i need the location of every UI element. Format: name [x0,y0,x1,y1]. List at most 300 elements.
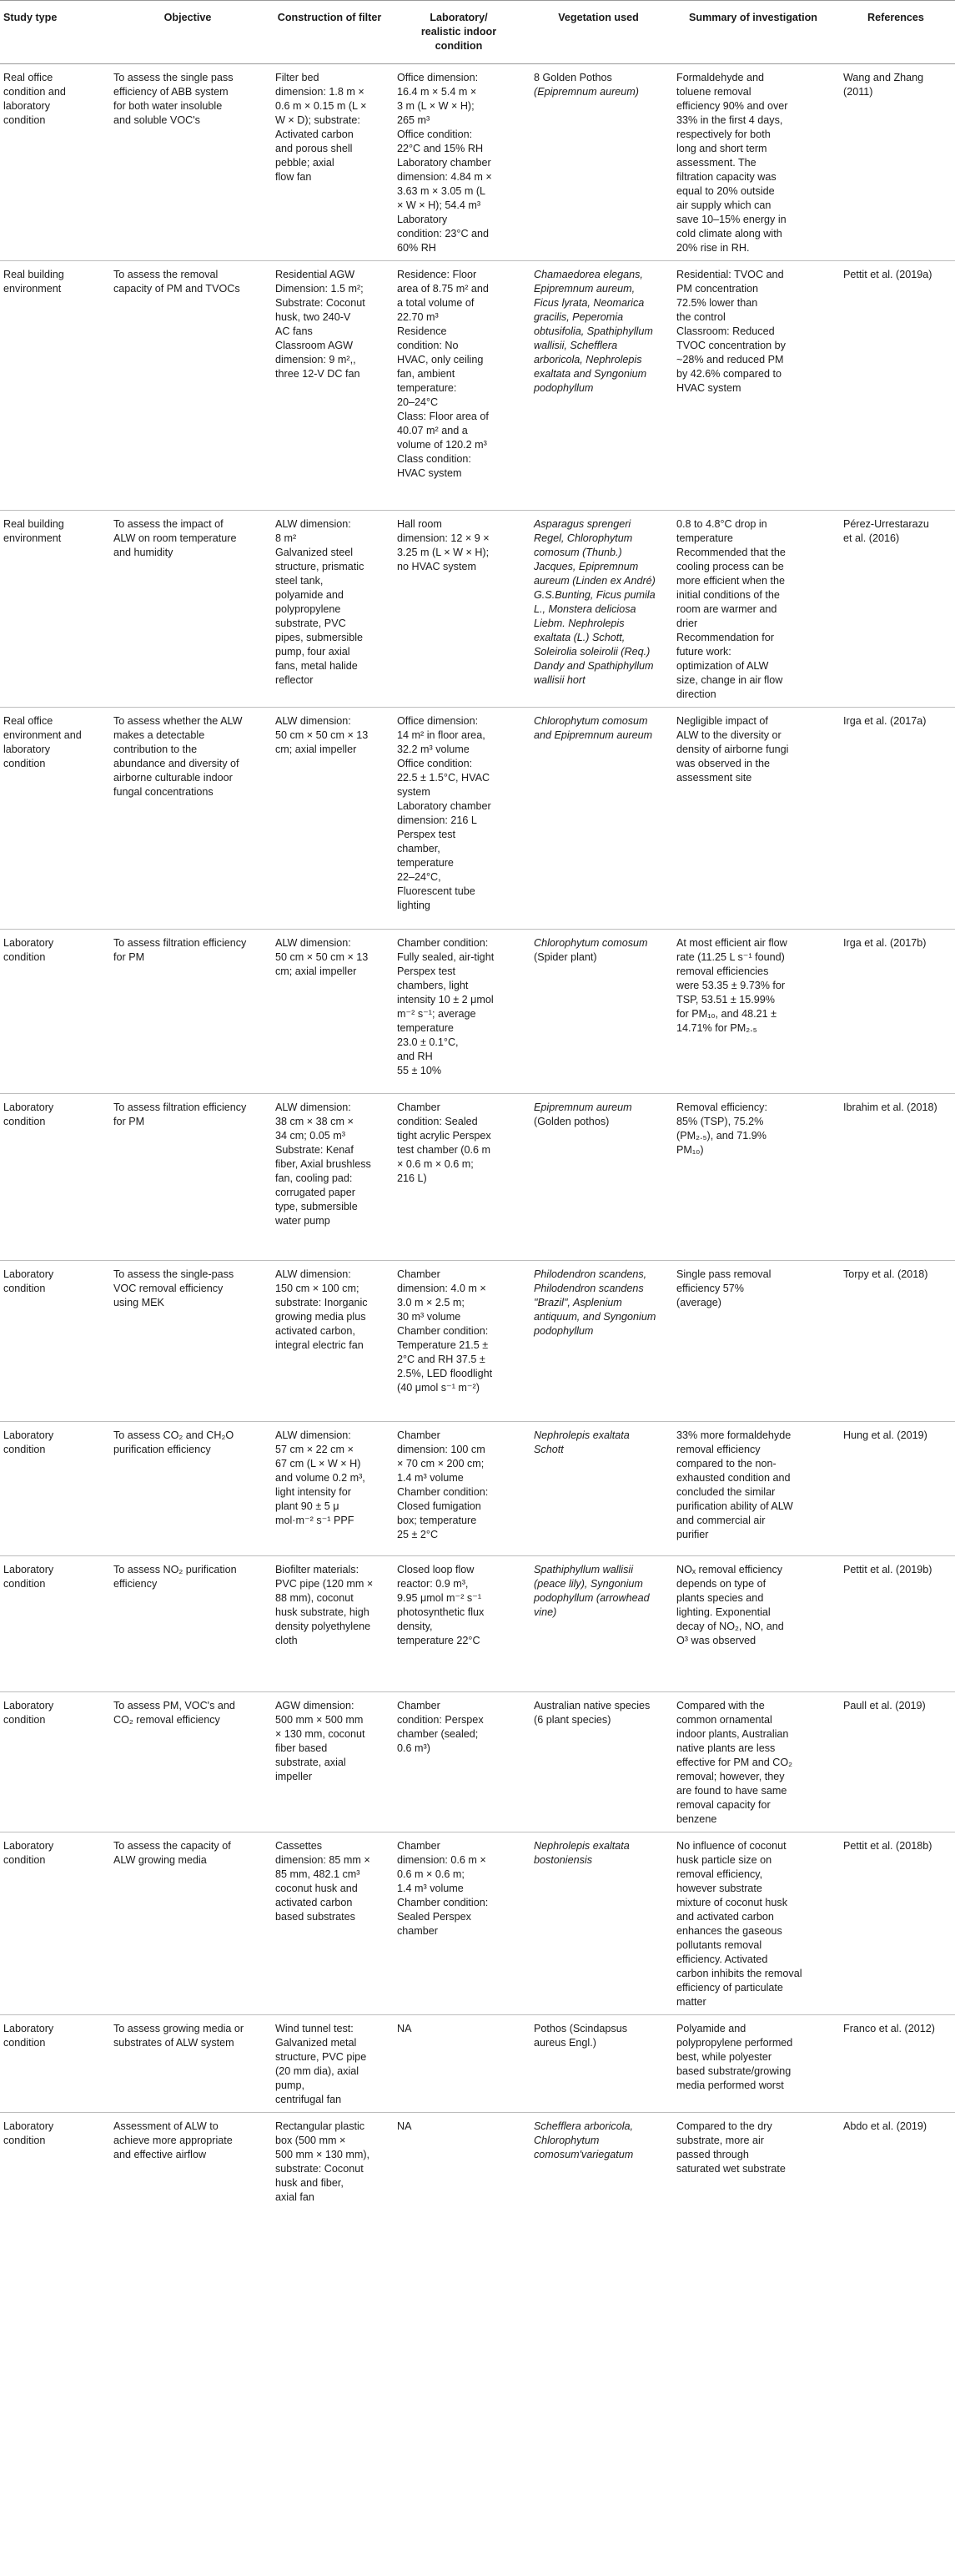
construction-line: fans, metal halide [275,660,358,672]
references-line: Abdo et al. (2019) [843,2120,927,2132]
objective-cell [107,1094,269,1261]
condition-line: Chamber [397,1429,440,1441]
summary-line: filtration capacity was [676,171,777,183]
construction-line: axial fan [275,2191,314,2203]
condition-line: box; temperature [397,1515,477,1526]
condition-line: (40 μmol s⁻¹ m⁻²) [397,1382,480,1394]
condition-line: Fully sealed, air-tight [397,951,495,963]
summary-line: and commercial air [676,1515,766,1526]
vegetation-line: Australian native species [534,1700,651,1711]
construction-line: 38 cm × 38 cm × [275,1116,354,1127]
summary-line: assessment. The [676,157,756,169]
vegetation-line: aureum (Linden ex André) [534,575,656,587]
summary-cell [670,64,837,261]
summary-line: efficiency 57% [676,1283,744,1294]
vegetation-cell [527,64,670,261]
summary-line: removal capacity for [676,1799,771,1811]
objective-line: ALW on room temperature [113,532,237,544]
header-condition [390,1,527,64]
summary-line: TSP, 53.51 ± 15.99% [676,994,776,1006]
condition-line: Chamber [397,1700,440,1711]
study-line: condition and [3,86,66,98]
vegetation-line: Asparagus sprengeri [534,518,631,530]
vegetation-line: Ficus lyrata, Neomarica [534,297,645,309]
summary-line: native plants are less [676,1742,776,1754]
study-line: condition [3,2135,46,2146]
construction-line: fan, cooling pad: [275,1172,353,1184]
summary-cell [670,1422,837,1556]
summary-line: compared to the non- [676,1458,777,1469]
study-line: Laboratory [3,937,54,949]
construction-line: Dimension: 1.5 m²; [275,283,364,295]
construction-line: 34 cm; 0.05 m³ [275,1130,345,1142]
construction-line: structure, prismatic [275,561,364,572]
construction-cell [269,930,390,1094]
condition-line: 2°C and RH 37.5 ± [397,1354,485,1365]
vegetation-line: Chamaedorea elegans, [534,269,643,280]
table-row [0,1832,955,2015]
header-condition-line: condition [435,40,483,52]
construction-line: Filter bed [275,72,319,83]
construction-cell [269,1261,390,1422]
condition-line: NA [397,2120,412,2132]
condition-line: 1.4 m³ volume [397,1883,464,1894]
summary-line: save 10–15% energy in [676,214,787,225]
summary-line: based substrate/growing [676,2065,792,2077]
objective-line: To assess NO₂ purification [113,1564,237,1575]
condition-line: test chamber (0.6 m [397,1144,490,1156]
vegetation-cell [527,930,670,1094]
summary-line: assessment site [676,772,752,784]
construction-line: 85 mm, 482.1 cm³ [275,1868,360,1880]
condition-line: lighting [397,900,430,911]
condition-line: Closed fumigation [397,1500,481,1512]
vegetation-line: L., Monstera deliciosa [534,603,636,615]
reference-cell [837,1832,955,2015]
summary-line: substrate, more air [676,2135,764,2146]
condition-line: Chamber [397,1840,440,1852]
summary-line: and activated carbon [676,1911,774,1923]
vegetation-line: bostoniensis [534,1854,593,1866]
summary-cell [670,1692,837,1832]
study-line: Laboratory [3,1101,54,1113]
summary-line: optimization of ALW [676,660,769,672]
study-line: condition [3,1116,46,1127]
condition-line: Perspex test [397,829,455,840]
condition-line: chamber [397,1925,438,1937]
construction-line: Rectangular plastic [275,2120,365,2132]
summary-line: ~28% and reduced PM [676,354,784,365]
references-line: Paull et al. (2019) [843,1700,926,1711]
summary-line: indoor plants, Australian [676,1728,789,1740]
references-line: Ibrahim et al. (2018) [843,1101,937,1113]
condition-line: 216 L) [397,1172,427,1184]
reference-cell [837,1261,955,1422]
condition-line: Hall room [397,518,442,530]
summary-line: depends on type of [676,1578,767,1590]
construction-cell [269,261,390,511]
vegetation-line: Pothos (Scindapsus [534,2023,628,2034]
summary-line: Compared with the [676,1700,765,1711]
study-line: Laboratory [3,1268,54,1280]
objective-line: To assess the single-pass [113,1268,234,1280]
vegetation-line: exaltata and Syngonium [534,368,647,380]
condition-cell [390,1422,527,1556]
summary-line: passed through [676,2149,749,2160]
construction-line: 150 cm × 100 cm; [275,1283,359,1294]
vegetation-line: podophyllum [534,1325,594,1337]
construction-line: 500 mm × 500 mm [275,1714,364,1726]
vegetation-line: Nephrolepis exaltata [534,1840,630,1852]
table-row [0,1261,955,1422]
objective-line: capacity of PM and TVOCs [113,283,240,295]
references-line: Pettit et al. (2018b) [843,1840,932,1852]
study-line: Laboratory [3,2023,54,2034]
objective-line: To assess whether the ALW [113,715,243,727]
table-row [0,261,955,511]
summary-line: At most efficient air flow [676,937,787,949]
condition-line: Residence: Floor [397,269,477,280]
table-row [0,2113,955,2211]
condition-line: Laboratory chamber [397,157,491,169]
condition-cell [390,1556,527,1692]
summary-line: removal; however, they [676,1771,785,1782]
construction-line: ALW dimension: [275,937,351,949]
condition-line: chambers, light [397,980,469,991]
construction-line: structure, PVC pipe [275,2051,367,2063]
table-row [0,930,955,1094]
vegetation-line: wallisii hort [534,674,586,686]
summary-line: was observed in the [676,758,771,769]
objective-cell [107,2015,269,2113]
objective-cell [107,261,269,511]
reference-cell [837,1422,955,1556]
construction-line: fiber, Axial brushless [275,1158,371,1170]
construction-line: W × D); substrate: [275,114,360,126]
construction-cell [269,708,390,930]
summary-line: cold climate along with [676,228,782,239]
study-line: Real office [3,72,53,83]
vegetation-line: Chlorophytum comosum [534,715,648,727]
summary-line: purifier [676,1529,709,1540]
summary-line: temperature [676,532,733,544]
summary-line: direction [676,688,716,700]
condition-line: system [397,786,430,798]
vegetation-line: 8 Golden Pothos [534,72,612,83]
condition-cell [390,1692,527,1832]
references-line: Hung et al. (2019) [843,1429,927,1441]
condition-line: area of 8.75 m² and [397,283,489,295]
objective-line: Assessment of ALW to [113,2120,219,2132]
construction-cell [269,511,390,708]
vegetation-cell [527,708,670,930]
references-line: Torpy et al. (2018) [843,1268,928,1280]
condition-cell [390,261,527,511]
construction-line: and porous shell [275,143,353,154]
construction-line: Activated carbon [275,129,354,140]
condition-line: 3.0 m × 2.5 m; [397,1297,465,1308]
summary-cell [670,511,837,708]
summary-cell [670,930,837,1094]
summary-line: room are warmer and [676,603,777,615]
construction-cell [269,1422,390,1556]
objective-line: abundance and diversity of [113,758,239,769]
vegetation-line: vine) [534,1606,557,1618]
construction-line: Classroom AGW [275,340,354,351]
study-line: condition [3,951,46,963]
vegetation-line: Regel, Chlorophytum [534,532,633,544]
study-line: laboratory [3,100,51,112]
construction-cell [269,2015,390,2113]
condition-line: Fluorescent tube [397,885,475,897]
condition-line: Office dimension: [397,715,479,727]
condition-line: 3.63 m × 3.05 m (L [397,185,486,197]
objective-line: To assess CO₂ and CH₂O [113,1429,234,1441]
table-row [0,708,955,930]
condition-line: Chamber [397,1101,440,1113]
summary-line: plants species and [676,1592,764,1604]
construction-line: cloth [275,1635,298,1646]
objective-cell [107,64,269,261]
reference-cell [837,1556,955,1692]
vegetation-line: Philodendron scandens, [534,1268,647,1280]
objective-line: CO₂ removal efficiency [113,1714,220,1726]
construction-line: activated carbon [275,1897,353,1908]
construction-line: integral electric fan [275,1339,364,1351]
header-condition-line: realistic indoor [420,26,497,38]
vegetation-line: comosum (Thunb.) [534,547,622,558]
condition-cell [390,511,527,708]
reference-cell [837,930,955,1094]
study-type-cell [0,708,107,930]
summary-line: HVAC system [676,382,741,394]
table-row [0,1422,955,1556]
summary-line: effective for PM and CO₂ [676,1757,793,1768]
summary-line: size, change in air flow [676,674,783,686]
vegetation-line: (Golden pothos) [534,1116,610,1127]
objective-line: achieve more appropriate [113,2135,233,2146]
objective-line: for both water insoluble [113,100,223,112]
construction-line: fiber based [275,1742,328,1754]
summary-line: NOₓ removal efficiency [676,1564,783,1575]
summary-line: matter [676,1996,706,2008]
construction-line: water pump [275,1215,330,1227]
condition-line: 14 m² in floor area, [397,729,485,741]
summary-line: air supply which can [676,199,772,211]
condition-line: reactor: 0.9 m³, [397,1578,469,1590]
summary-line: mixture of coconut husk [676,1897,787,1908]
vegetation-line: Epipremnum aureum, [534,283,636,295]
objective-line: contribution to the [113,744,198,755]
objective-line: efficiency of ABB system [113,86,229,98]
objective-line: fungal concentrations [113,786,214,798]
summary-line: (PM₂.₅), and 71.9% [676,1130,767,1142]
header-objective: Objective [107,1,269,64]
summary-line: long and short term [676,143,767,154]
condition-line: temperature: [397,382,457,394]
summary-line: Removal efficiency: [676,1101,767,1113]
study-line: Laboratory [3,2120,54,2132]
condition-line: temperature [397,857,454,869]
construction-line: ALW dimension: [275,1101,351,1113]
condition-line: chamber (sealed; [397,1728,479,1740]
construction-line: reflector [275,674,314,686]
condition-line: 25 ± 2°C [397,1529,439,1540]
vegetation-line: Spathiphyllum wallisii [534,1564,633,1575]
references-line: Pettit et al. (2019a) [843,269,932,280]
condition-line: m⁻² s⁻¹; average [397,1008,476,1020]
condition-line: 0.6 m³) [397,1742,430,1754]
study-line: environment [3,283,62,295]
summary-line: 85% (TSP), 75.2% [676,1116,764,1127]
objective-line: To assess the impact of [113,518,224,530]
vegetation-line: Jacques, Epipremnum [534,561,639,572]
header-row [0,1,955,64]
header-summary: Summary of investigation [670,1,837,64]
vegetation-cell [527,1422,670,1556]
summary-line: removal efficiency, [676,1868,763,1880]
summary-line: decay of NO₂, NO, and [676,1621,784,1632]
study-line: condition [3,1578,46,1590]
objective-line: and effective airflow [113,2149,207,2160]
objective-line: To assess the removal [113,269,219,280]
study-line: condition [3,1854,46,1866]
summary-line: respectively for both [676,129,771,140]
construction-line: cm; axial impeller [275,965,357,977]
study-line: Real building [3,518,64,530]
vegetation-line: Chlorophytum comosum [534,937,648,949]
construction-line: 88 mm), coconut [275,1592,354,1604]
reference-cell [837,64,955,261]
objective-line: To assess the single pass [113,72,234,83]
construction-line: based substrates [275,1911,355,1923]
study-type-cell [0,930,107,1094]
summary-line: more efficient when the [676,575,785,587]
condition-line: a total volume of [397,297,475,309]
study-line: environment and [3,729,82,741]
summary-line: are found to have same [676,1785,787,1797]
summary-line: however substrate [676,1883,762,1894]
condition-line: 0.6 m × 0.6 m; [397,1868,465,1880]
vegetation-line: Dandy and Spathiphyllum [534,660,654,672]
vegetation-line: podophyllum [534,382,594,394]
summary-line: Polyamide and [676,2023,746,2034]
summary-cell [670,2015,837,2113]
summary-cell [670,1094,837,1261]
references-line: Irga et al. (2017b) [843,937,927,949]
study-type-cell [0,1692,107,1832]
condition-line: no HVAC system [397,561,476,572]
construction-line: activated carbon, [275,1325,355,1337]
construction-line: impeller [275,1771,313,1782]
condition-line: 3.25 m (L × W × H); [397,547,490,558]
vegetation-line: wallisii, Schefflera [534,340,618,351]
construction-line: three 12-V DC fan [275,368,360,380]
table-row [0,1692,955,1832]
vegetation-line: Schott [534,1444,564,1455]
construction-line: 57 cm × 22 cm × [275,1444,354,1455]
construction-line: 500 mm × 130 mm), [275,2149,370,2160]
construction-line: plant 90 ± 5 μ [275,1500,339,1512]
condition-line: Laboratory chamber [397,800,491,812]
study-type-cell [0,261,107,511]
construction-line: pipes, submersible [275,632,363,643]
construction-line: 50 cm × 50 cm × 13 [275,729,369,741]
summary-line: Single pass removal [676,1268,772,1280]
summary-cell [670,1556,837,1692]
construction-line: husk, two 240-V [275,311,351,323]
objective-line: To assess filtration efficiency [113,1101,247,1113]
condition-line: Closed loop flow [397,1564,475,1575]
summary-line: were 53.35 ± 9.73% for [676,980,786,991]
construction-line: 67 cm (L × W × H) [275,1458,361,1469]
summary-line: purification ability of ALW [676,1500,793,1512]
vegetation-line: obtusifolia, Spathiphyllum [534,325,653,337]
condition-line: dimension: 216 L [397,814,477,826]
construction-line: Biofilter materials: [275,1564,359,1575]
objective-line: for PM [113,1116,145,1127]
summary-line: cooling process can be [676,561,784,572]
reference-cell [837,708,955,930]
construction-line: Substrate: Coconut [275,297,365,309]
objective-cell [107,2113,269,2211]
study-type-cell [0,2015,107,2113]
vegetation-line: antiquum, and Syngonium [534,1311,656,1323]
objective-line: substrates of ALW system [113,2037,234,2049]
condition-line: Chamber condition: [397,1897,489,1908]
objective-cell [107,1556,269,1692]
condition-line: Chamber [397,1268,440,1280]
table-header [0,1,955,64]
vegetation-line: and Epipremnum aureum [534,729,653,741]
objective-line: To assess the capacity of [113,1840,231,1852]
construction-line: Galvanized steel [275,547,354,558]
summary-line: drier [676,618,698,629]
summary-line: efficiency of particulate [676,1982,783,1994]
construction-cell [269,1832,390,2015]
construction-cell [269,1692,390,1832]
condition-line: condition: Perspex [397,1714,484,1726]
reference-cell [837,1094,955,1261]
study-line: laboratory [3,744,51,755]
condition-line: tight acrylic Perspex [397,1130,491,1142]
condition-cell [390,708,527,930]
construction-line: ALW dimension: [275,1268,351,1280]
reference-cell [837,2015,955,2113]
references-line: et al. (2016) [843,532,900,544]
condition-line: × 70 cm × 200 cm; [397,1458,485,1469]
study-line: Laboratory [3,1564,54,1575]
summary-line: ALW to the diversity or [676,729,782,741]
summary-cell [670,2113,837,2211]
study-line: Laboratory [3,1700,54,1711]
reference-cell [837,511,955,708]
table-row [0,511,955,708]
condition-line: fan, ambient [397,368,455,380]
objective-line: efficiency [113,1578,158,1590]
study-line: Real office [3,715,53,727]
objective-cell [107,1832,269,2015]
vegetation-cell [527,261,670,511]
study-type-cell [0,1556,107,1692]
vegetation-line: Liebm. Nephrolepis [534,618,625,629]
vegetation-line: (6 plant species) [534,1714,611,1726]
construction-line: ALW dimension: [275,518,351,530]
condition-line: × W × H); 54.4 m³ [397,199,481,211]
summary-line: by 42.6% compared to [676,368,782,380]
vegetation-line: (Epipremnum aureum) [534,86,639,98]
condition-cell [390,64,527,261]
